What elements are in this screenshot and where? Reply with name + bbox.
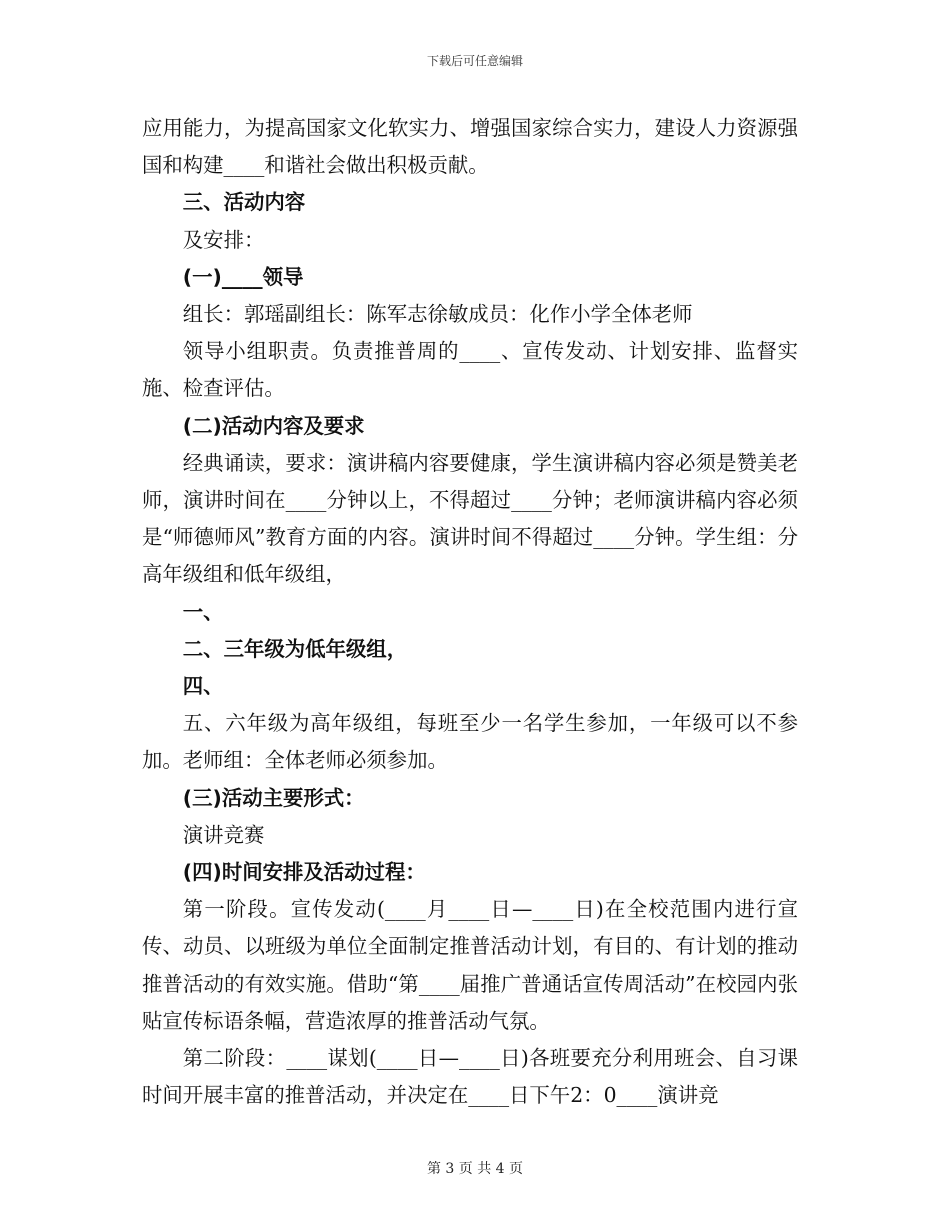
section-heading: (三)活动主要形式： xyxy=(182,785,365,810)
paragraph: 领导小组职责。负责推普周的____、宣传发动、计划安排、监督实施、检查评估。 xyxy=(142,339,798,401)
paragraph: 组长：郭瑶副组长：陈军志徐敏成员：化作小学全体老师 xyxy=(182,302,693,327)
paragraph: 应用能力，为提高国家文化软实力、增强国家综合实力，建设人力资源强国和构建____和谐社会做出积极贡献。 xyxy=(142,116,798,178)
document-body xyxy=(142,110,798,1114)
page-header: 下载后可任意编辑 xyxy=(426,54,523,68)
list-item: 二、三年级为低年级组， xyxy=(182,636,408,661)
section-heading: (二)活动内容及要求 xyxy=(182,413,365,438)
paragraph: 演讲竞赛 xyxy=(182,822,265,847)
section-heading: (一)____领导 xyxy=(182,264,304,289)
page-footer: 第 3 页 共 4 页 xyxy=(426,1161,524,1177)
section-heading: 三、活动内容 xyxy=(182,190,306,215)
paragraph: 第二阶段：____谋划(____日—____日)各班要充分利用班会、自习课时间开展丰富的推普活动，并决定在____日下午2：0____演讲竞 xyxy=(142,1046,798,1108)
paragraph: 经典诵读，要求：演讲稿内容要健康，学生演讲稿内容必须是赞美老师，演讲时间在____分钟以上，不得超过____分钟；老师演讲稿内容必须是“师德师风”教育方面的内容。演讲时间不得超过____分钟。学生组：分高年级组和低年级组， xyxy=(142,450,798,587)
paragraph: 五、六年级为高年级组，每班至少一名学生参加，一年级可以不参加。老师组：全体老师必须参加。 xyxy=(142,711,798,773)
paragraph: 及安排： xyxy=(182,227,265,252)
section-heading: (四)时间安排及活动过程： xyxy=(182,860,426,885)
list-marker: 四、 xyxy=(182,674,224,699)
paragraph: 第一阶段。宣传发动(____月____日—____日)在全校范围内进行宣传、动员、以班级为单位全面制定推普活动计划，有目的、有计划的推动推普活动的有效实施。借助“第____届推广普通话宣传周活动”在校园内张贴宣传标语条幅，营造浓厚的推普活动气氛。 xyxy=(142,897,798,1033)
list-marker: 一、 xyxy=(182,599,224,624)
